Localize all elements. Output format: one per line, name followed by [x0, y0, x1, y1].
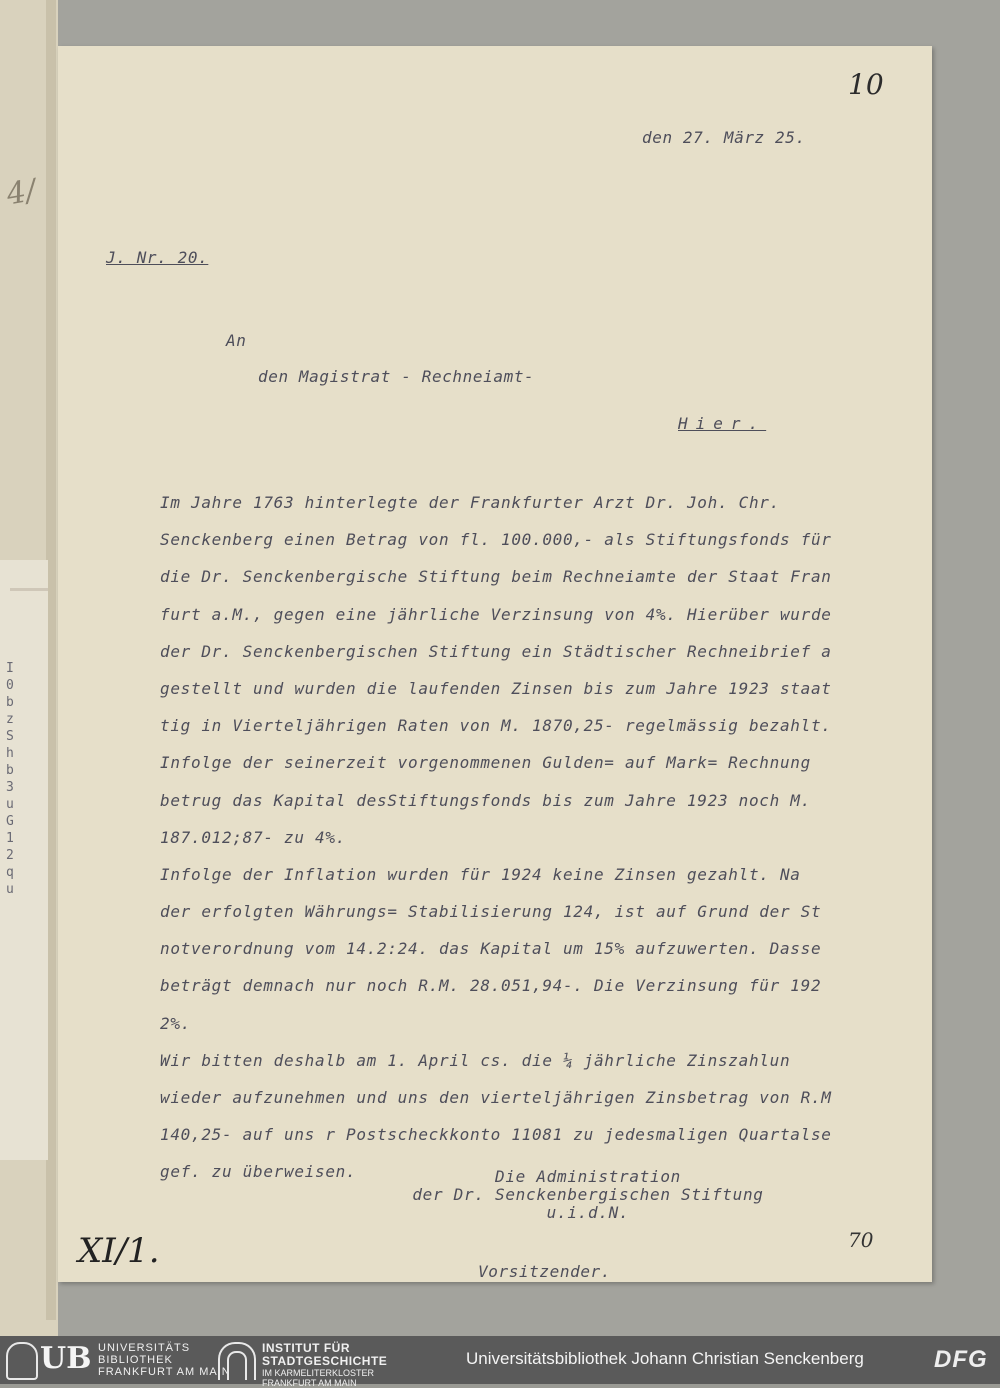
- body-line: 187.012;87- zu 4%.: [160, 827, 346, 847]
- body-line: beträgt demnach nur noch R.M. 28.051,94-. Die Verzinsung für 192: [160, 976, 822, 996]
- body-line: 140,25- auf uns r Postscheckkonto 11081 zu jedesmaligen Quartalse: [160, 1125, 832, 1145]
- slip-fragment: S: [6, 729, 14, 744]
- body-line: der Dr. Senckenbergischen Stiftung ein Städtischer Rechneibrief a: [160, 641, 832, 661]
- slip-fragment: z: [6, 712, 14, 727]
- underlying-slip: [0, 560, 48, 1160]
- body-line: Infolge der seinerzeit vorgenommenen Gulden= auf Mark= Rechnung: [160, 753, 811, 773]
- ub-text-line: FRANKFURT AM MAIN: [98, 1366, 231, 1378]
- slip-fragment: q: [6, 865, 14, 880]
- slip-fragment: b: [6, 695, 14, 710]
- recipient-prefix: An: [226, 331, 247, 350]
- body-line: Infolge der Inflation wurden für 1924 keine Zinsen gezahlt. Na: [160, 864, 801, 884]
- body-line: betrug das Kapital desStiftungsfonds bis zum Jahre 1923 noch M.: [160, 790, 811, 810]
- arch-inner-icon: [227, 1351, 247, 1380]
- body-line: Wir bitten deshalb am 1. April cs. die ¼ jährliche Zinszahlun: [160, 1050, 791, 1070]
- slip-fragment: I: [6, 661, 14, 676]
- body-line: gef. zu überweisen.: [160, 1162, 357, 1182]
- letter-body: [160, 484, 928, 1191]
- letter-date: den 27. März 25.: [642, 128, 806, 147]
- ub-portrait-icon: [6, 1342, 38, 1380]
- body-line: Im Jahre 1763 hinterlegte der Frankfurter Arzt Dr. Joh. Chr.: [160, 493, 780, 512]
- side-number: 70: [848, 1228, 874, 1252]
- slip-fragment: 3: [6, 780, 14, 795]
- ub-logo-text: [98, 1342, 231, 1378]
- ub-logo-mark: UB: [40, 1341, 92, 1376]
- slip-fragment: b: [6, 763, 14, 778]
- letter-page: [58, 46, 932, 1282]
- body-line: gestellt und wurden die laufenden Zinsen bis zum Jahre 1923 staat: [160, 678, 832, 698]
- institute-title-line: STADTGESCHICHTE: [262, 1354, 388, 1368]
- ub-text-line: UNIVERSITÄTS: [98, 1342, 191, 1354]
- body-line: tig in Vierteljährigen Raten von M. 1870,25- regelmässig bezahlt.: [160, 716, 832, 736]
- footer-bar: [0, 1336, 1000, 1388]
- closing-line: Die Administration: [495, 1167, 681, 1186]
- body-line: der erfolgten Währungs= Stabilisierung 124, ist auf Grund der St: [160, 902, 822, 922]
- slip-fragment: 0: [6, 678, 14, 693]
- body-line: Senckenberg einen Betrag von fl. 100.000,- als Stiftungsfonds für: [160, 530, 832, 550]
- slip-fragment: u: [6, 882, 14, 897]
- slip-mark: [10, 588, 48, 591]
- closing-line: der Dr. Senckenbergischen Stiftung: [412, 1185, 764, 1204]
- closing-block: [358, 1168, 818, 1222]
- institute-sub-line: IM KARMELITERKLOSTER: [262, 1368, 375, 1378]
- body-line: furt a.M., gegen eine jährliche Verzinsung von 4%. Hierüber wurde: [160, 604, 832, 624]
- library-name: Universitätsbibliothek Johann Christian Senckenberg: [466, 1349, 864, 1368]
- slip-fragment: u: [6, 797, 14, 812]
- roman-numeral: XI/1.: [78, 1231, 160, 1271]
- recipient: den Magistrat - Rechneiamt-: [258, 367, 535, 386]
- body-line: wieder aufzunehmen und uns den vierteljährigen Zinsbetrag von R.M: [160, 1088, 832, 1107]
- slip-text-fragments: [6, 660, 48, 898]
- journal-number: J. Nr. 20.: [106, 248, 209, 267]
- slip-fragment: G: [6, 814, 14, 829]
- body-line: notverordnung vom 14.2:24. das Kapital um 15% aufzuwerten. Dasse: [160, 939, 822, 959]
- place: Hier.: [678, 414, 767, 433]
- slip-fragment: h: [6, 746, 14, 761]
- dfg-logo: DFG: [934, 1346, 988, 1373]
- closing-line: u.i.d.N.: [546, 1203, 630, 1222]
- page-number: 10: [848, 68, 884, 101]
- institute-logo-text: [262, 1341, 388, 1388]
- signature-line: Vorsitzender.: [478, 1262, 612, 1281]
- ub-text-line: BIBLIOTHEK: [98, 1354, 173, 1366]
- institute-title-line: INSTITUT FÜR: [262, 1341, 350, 1355]
- institute-sub-line: FRANKFURT AM MAIN: [262, 1378, 357, 1388]
- underlying-page-ghost-mark: 4/: [3, 172, 39, 213]
- slip-fragment: 2: [6, 848, 14, 863]
- slip-fragment: 1: [6, 831, 14, 846]
- body-line: die Dr. Senckenbergische Stiftung beim Rechneiamte der Staat Fran: [160, 567, 832, 587]
- body-line: 2%.: [160, 1013, 191, 1033]
